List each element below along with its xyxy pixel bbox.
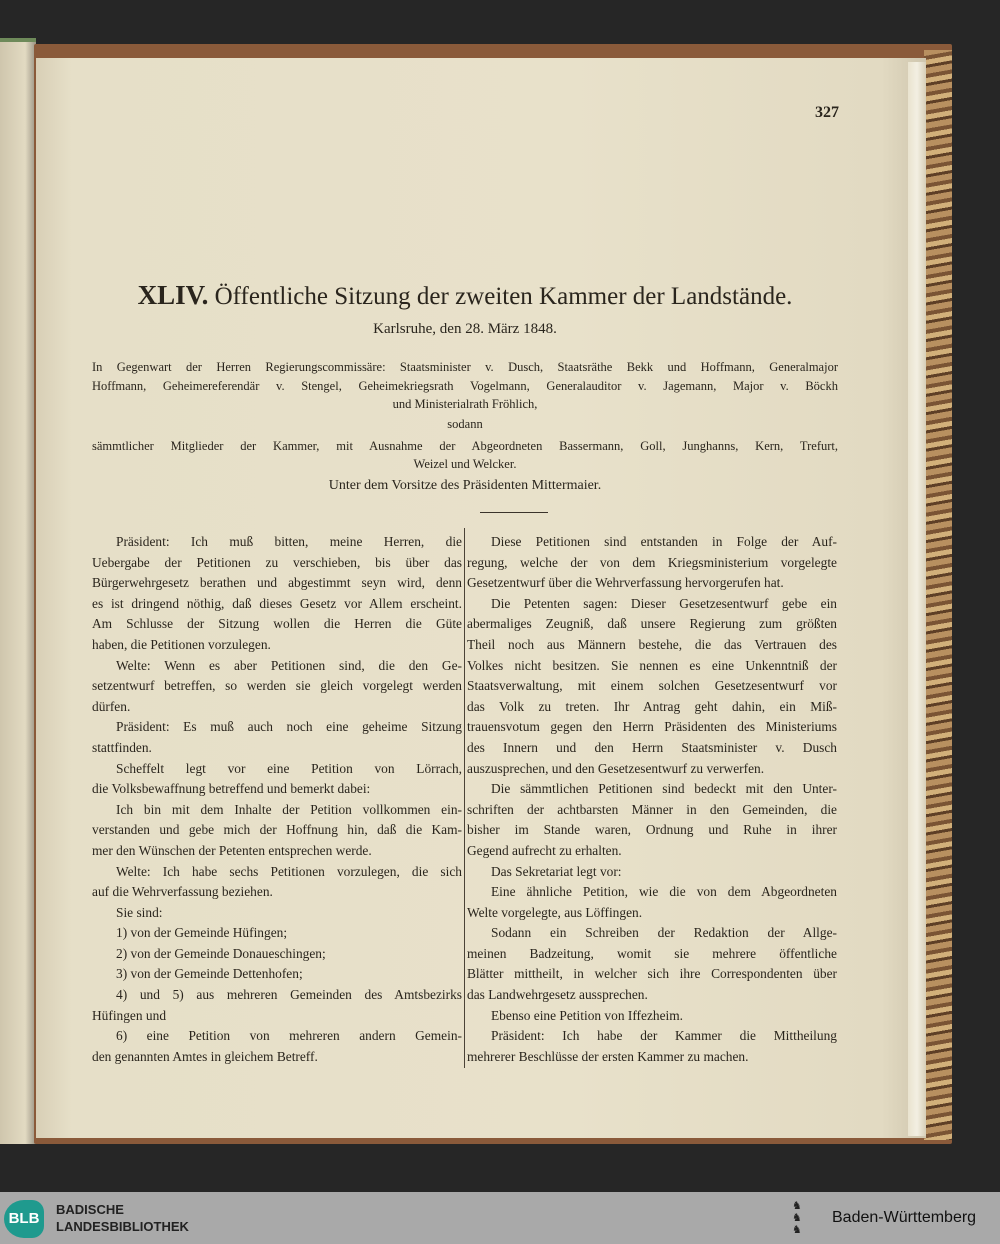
text-line: 3) von der Gemeinde Dettenhofen; (116, 966, 303, 982)
page-stack-edge (908, 62, 926, 1136)
text-line: des Innern und den Herrn Staatsminister v. Dusch (467, 739, 837, 755)
blb-name[interactable] (56, 1201, 189, 1235)
text-line: Eine ähnliche Petition, wie die von dem Abgeordneten (491, 884, 837, 900)
text-line: Präsident: Ich muß bitten, meine Herren, die (116, 534, 462, 549)
session-title-text: Öffentliche Sitzung der zweiten Kammer der Landstände. (214, 283, 793, 310)
text-line: Staatsverwaltung, mit einem solchen Gesetzesentwurf vor (467, 678, 837, 694)
paragraph (467, 779, 837, 861)
dateline: Karlsruhe, den 28. März 1848. (373, 321, 557, 337)
marbled-edge (924, 50, 952, 1140)
attendance-line: In Gegenwart der Herren Regierungscommissäre: Staatsminister v. Dusch, Staatsräthe Bekk und Hoffmann, Generalmajor (92, 360, 838, 374)
paragraph (467, 882, 837, 923)
text-line: mehrerer Beschlüsse der ersten Kammer zu machen. (467, 1048, 749, 1064)
page-number: 327 (815, 104, 839, 121)
paragraph (467, 594, 837, 779)
attendance-line: und Ministerialrath Fröhlich, (392, 397, 538, 411)
paragraph (92, 903, 462, 924)
left-page-edge (0, 38, 36, 1144)
text-line: 2) von der Gemeinde Donaueschingen; (116, 945, 326, 961)
text-line: Gesetzentwurf über die Wehrverfassung hervorgerufen hat. (467, 575, 784, 591)
text-line: Theil noch aus Männern bestehe, die das Vertrauen des (467, 636, 837, 652)
members-line: Weizel und Welcker. (413, 457, 517, 471)
right-column (467, 532, 837, 1067)
text-line: trauensvotum gegen den Herrn Präsidenten des Ministeriums (467, 719, 837, 735)
text-line: dürfen. (92, 698, 131, 714)
paragraph (92, 923, 462, 944)
text-line: auszusprechen, und den Gesetzesentwurf zu verwerfen. (467, 760, 765, 776)
blb-logo[interactable]: BLB (4, 1200, 44, 1238)
text-line: die Volksbewaffnung betreffend und bemerkt dabei: (92, 781, 371, 797)
text-line: Bürgerwehrgesetz berathen und abgestimmt seyn wird, denn (92, 575, 462, 591)
paragraph (467, 532, 837, 594)
text-line: Welte: Wenn es aber Petitionen sind, die den Ge- (116, 657, 462, 673)
text-line: Die sämmtlichen Petitionen sind bedeckt mit den Unter- (491, 781, 837, 797)
paragraph (92, 717, 462, 758)
paragraph (467, 1006, 837, 1027)
text-line: setzentwurf betreffen, so werden sie gleich vorgelegt werden (92, 678, 462, 694)
text-line: Das Sekretariat legt vor: (491, 863, 622, 879)
session-title (90, 280, 840, 311)
text-line: das Landwehrgesetz aussprechen. (467, 987, 648, 1003)
text-line: Diese Petitionen sind entstanden in Folge der Auf- (491, 534, 837, 549)
text-line: Sodann ein Schreiben der Redaktion der Allge- (491, 925, 837, 941)
paragraph (92, 964, 462, 985)
attendance-line: Hoffmann, Geheimereferendär v. Stengel, Geheimekriegsrath Vogelmann, Generalauditor v. Jagemann, Major v. Böckh (92, 379, 838, 393)
paragraph (92, 944, 462, 965)
members-line: sämmtlicher Mitglieder der Kammer, mit Ausnahme der Abgeordneten Bassermann, Goll, Junghanns, Kern, Trefurt, (92, 439, 838, 453)
text-line: haben, die Petitionen vorzulegen. (92, 636, 271, 652)
lions-crest-icon: ♞ ♞ ♞ (792, 1200, 802, 1236)
text-line: meinen Badzeitung, womit sie mehrere öffentliche (467, 945, 837, 961)
session-number: XLIV. (137, 280, 209, 310)
text-line: Scheffelt legt vor eine Petition von Lörrach, (116, 760, 462, 776)
blb-name-line1: BADISCHE (56, 1202, 124, 1217)
chair-line: Unter dem Vorsitze des Präsidenten Mittermaier. (328, 478, 602, 493)
text-line: Uebergabe der Petitionen zu verschieben, bis über das (92, 554, 462, 570)
text-line: Ich bin mit dem Inhalte der Petition vollkommen ein- (116, 801, 462, 817)
paragraph (92, 532, 462, 656)
paragraph (467, 1026, 837, 1067)
text-line: 4) und 5) aus mehreren Gemeinden des Amtsbezirks (116, 987, 462, 1003)
text-line: Welte vorgelegte, aus Löffingen. (467, 904, 643, 920)
text-line: Welte: Ich habe sechs Petitionen vorzulegen, die sich (116, 863, 462, 879)
text-line: regung, welche der von dem Kriegsministerium vorgelegte (467, 554, 837, 570)
sodann-line: sodann (447, 417, 483, 431)
text-line: es ist dringend nöthig, daß dieses Gesetz vor Allem erscheint. (92, 595, 462, 611)
footer-bar (0, 1192, 1000, 1244)
paragraph (92, 862, 462, 903)
text-line: Die Petenten sagen: Dieser Gesetzesentwurf gebe ein (491, 595, 837, 611)
text-line: Volkes nicht besitzen. Sie nennen es eine Unkenntniß der (467, 657, 837, 673)
text-line: Präsident: Ich habe der Kammer die Mittheilung (491, 1028, 837, 1044)
separator-rule (480, 512, 548, 513)
text-line: 6) eine Petition von mehreren andern Gemein- (116, 1028, 462, 1044)
text-line: Sie sind: (116, 904, 163, 920)
text-line: das Volk zu treten. Ihr Antrag geht dahin, ein Miß- (467, 698, 837, 714)
text-line: 1) von der Gemeinde Hüfingen; (116, 925, 288, 941)
text-line: Am Schlusse der Sitzung wollen die Herren die Güte (92, 616, 462, 632)
blb-name-line2: LANDESBIBLIOTHEK (56, 1219, 189, 1234)
paragraph (467, 923, 837, 1005)
text-line: Hüfingen und (92, 1007, 167, 1023)
text-line: auf die Wehrverfassung beziehen. (92, 884, 273, 900)
text-line: bisher im Stande waren, Ordnung und Ruhe in ihrer (467, 822, 837, 838)
text-line: mer den Wünschen der Petenten entsprechen werde. (92, 842, 372, 858)
text-line: Präsident: Es muß auch noch eine geheime Sitzung (116, 719, 462, 735)
paragraph (92, 656, 462, 718)
text-line: schriften der achtbarsten Männer in den Gemeinden, die (467, 801, 837, 817)
paragraph (467, 862, 837, 883)
text-line: verstanden und gebe mich der Hoffnung hin, daß die Kam- (92, 822, 462, 838)
paragraph (92, 800, 462, 862)
text-line: Gegend aufrecht zu erhalten. (467, 842, 622, 858)
paragraph (92, 1026, 462, 1067)
paragraph (92, 985, 462, 1026)
paragraph (92, 759, 462, 800)
text-line: den genannten Amtes in gleichem Betreff. (92, 1048, 318, 1064)
left-column (92, 532, 462, 1067)
text-line: abermaliges Zeugniß, daß unsere Regierung zum größten (467, 616, 837, 632)
column-divider (464, 528, 465, 1068)
text-line: Ebenso eine Petition von Iffezheim. (491, 1007, 684, 1023)
text-line: Blätter mittheilt, in welcher sich ihre Correspondenten über (467, 966, 837, 982)
bw-name[interactable]: Baden-Württemberg (832, 1209, 977, 1226)
text-line: stattfinden. (92, 739, 152, 755)
